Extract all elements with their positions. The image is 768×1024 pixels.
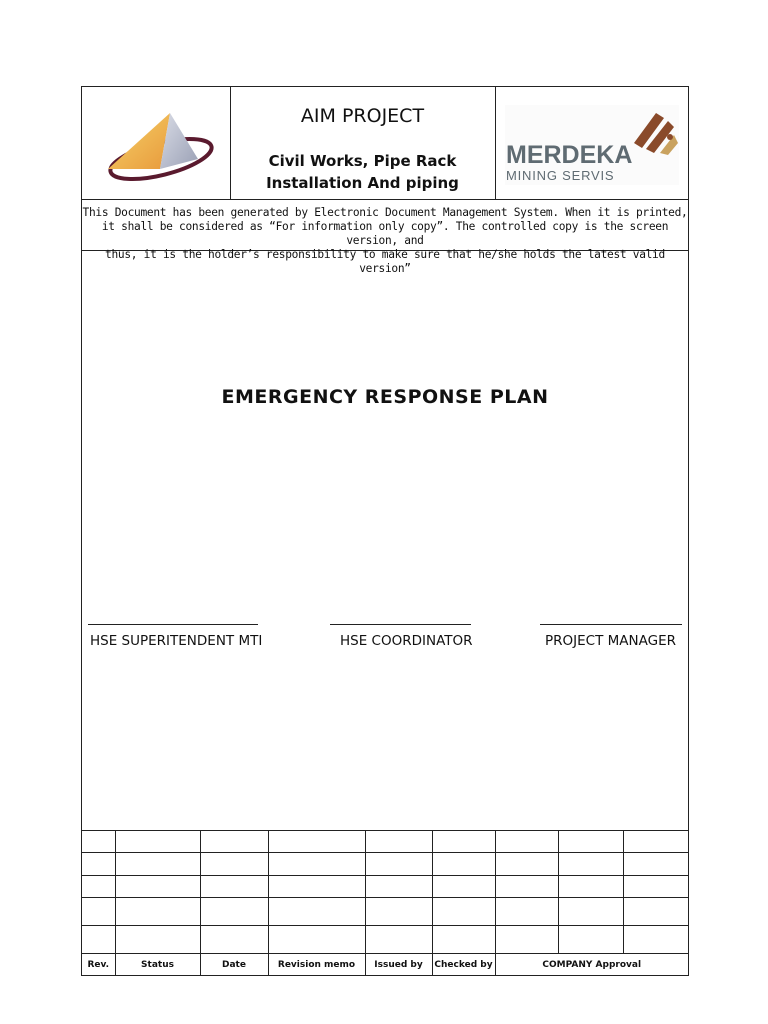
revision-row xyxy=(82,898,688,926)
project-title: AIM PROJECT xyxy=(300,105,425,127)
signature-label-project-manager: PROJECT MANAGER xyxy=(545,633,676,649)
revision-header-row xyxy=(82,954,688,976)
document-title: EMERGENCY RESPONSE PLAN xyxy=(221,386,549,408)
right-logo-cell xyxy=(495,87,688,199)
signature-label-hse-superintendent: HSE SUPERITENDENT MTI xyxy=(90,633,263,649)
header-status: Status xyxy=(115,954,200,976)
left-logo-cell xyxy=(82,87,231,199)
signature-label-hse-coordinator: HSE COORDINATOR xyxy=(340,633,473,649)
revision-row xyxy=(82,831,688,853)
signature-line-hse-superintendent xyxy=(88,624,258,625)
document-header xyxy=(82,87,688,200)
notice-line-1: This Document has been generated by Electronic Document Management System. When it is printed, xyxy=(82,206,688,219)
merdeka-logo-name: MERDEKA xyxy=(506,141,633,169)
revision-row xyxy=(82,853,688,876)
signature-line-hse-coordinator xyxy=(330,624,471,625)
notice-line-2: it shall be considered as “For information only copy”. The controlled copy is the screen version, and xyxy=(101,220,669,247)
revision-table xyxy=(82,830,688,976)
header-date: Date xyxy=(200,954,268,976)
revision-row xyxy=(82,876,688,898)
merdeka-logo-icon xyxy=(495,87,688,199)
project-subtitle xyxy=(230,150,495,194)
revision-row xyxy=(82,926,688,954)
project-subtitle-line-1: Civil Works, Pipe Rack xyxy=(268,152,457,170)
header-revision-memo: Revision memo xyxy=(268,954,365,976)
merdeka-logo-tagline: MINING SERVIS xyxy=(506,168,615,183)
project-subtitle-line-2: Installation And piping xyxy=(266,174,459,192)
header-company-approval: COMPANY Approval xyxy=(495,954,688,976)
mountain-logo-icon xyxy=(82,87,230,199)
edms-notice xyxy=(82,199,688,275)
notice-line-3: thus, it is the holder’s responsibility to make sure that he/she holds the latest valid version” xyxy=(105,248,665,275)
header-rev: Rev. xyxy=(82,954,115,976)
document-page xyxy=(81,86,689,976)
header-issued-by: Issued by xyxy=(365,954,432,976)
title-cell xyxy=(230,87,496,199)
header-checked-by: Checked by xyxy=(432,954,495,976)
signature-line-project-manager xyxy=(540,624,682,625)
